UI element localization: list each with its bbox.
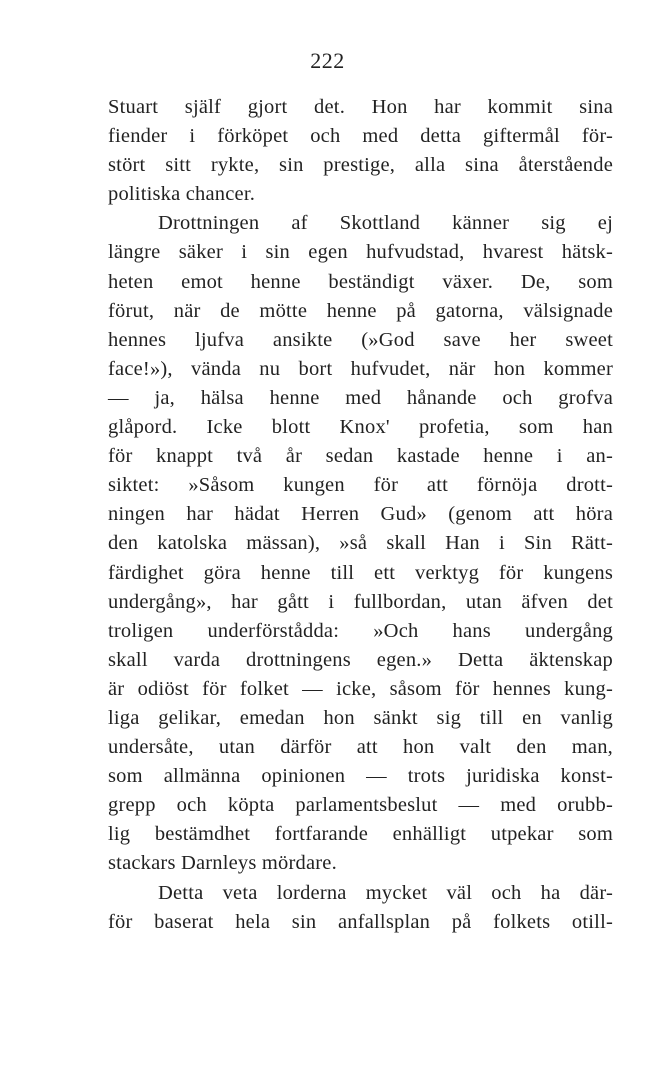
- text-line: undersåte, utan därför att hon valt den man,: [108, 736, 613, 759]
- text-line: politiska chancer.: [108, 183, 256, 206]
- text-line: fiender i förköpet och med detta giftermål för-: [108, 125, 613, 148]
- text-line: stackars Darnleys mördare.: [108, 852, 337, 875]
- text-line: för knappt två år sedan kastade henne i an-: [108, 445, 613, 468]
- body-text: [108, 93, 613, 937]
- text-line: stört sitt rykte, sin prestige, alla sina återstående: [108, 154, 613, 177]
- text-line: längre säker i sin egen hufvudstad, hvarest hätsk-: [108, 241, 613, 264]
- text-line: grepp och köpta parlamentsbeslut — med orubb-: [108, 794, 613, 817]
- text-line: som allmänna opinionen — trots juridiska konst-: [108, 765, 613, 788]
- text-line: lig bestämdhet fortfarande enhälligt utpekar som: [108, 823, 613, 846]
- text-line: för baserat hela sin anfallsplan på folkets otill-: [108, 910, 613, 933]
- text-line: skall varda drottningens egen.» Detta äktenskap: [108, 648, 613, 671]
- text-line: siktet: »Såsom kungen för att förnöja drott-: [108, 474, 613, 497]
- text-line: undergång», har gått i fullbordan, utan äfven det: [108, 590, 613, 613]
- text-line: — ja, hälsa henne med hånande och grofva: [108, 386, 613, 409]
- text-line: färdighet göra henne till ett verktyg för kungens: [108, 561, 613, 584]
- text-line: är odiöst för folket — icke, såsom för hennes kung-: [108, 677, 613, 700]
- text-line: ningen har hädat Herren Gud» (genom att höra: [108, 503, 613, 526]
- text-line: Detta veta lorderna mycket väl och ha där-: [158, 881, 613, 904]
- text-line: face!»), vända nu bort hufvudet, när hon kommer: [108, 357, 613, 380]
- page-number: 222: [310, 48, 345, 73]
- text-line: Drottningen af Skottland känner sig ej: [158, 212, 613, 235]
- text-line: heten emot henne beständigt växer. De, som: [108, 270, 613, 293]
- text-line: Stuart själf gjort det. Hon har kommit sina: [108, 96, 613, 118]
- text-line: troligen underförstådda: »Och hans undergång: [108, 619, 613, 642]
- text-line: glåpord. Icke blott Knox' profetia, som han: [108, 416, 613, 439]
- text-line: hennes ljufva ansikte (»God save her sweet: [108, 328, 613, 351]
- text-line: den katolska mässan), »så skall Han i Sin Rätt-: [108, 532, 613, 555]
- text-line: förut, när de mötte henne på gatorna, välsignade: [108, 299, 613, 322]
- text-line: liga gelikar, emedan hon sänkt sig till en vanlig: [108, 706, 613, 729]
